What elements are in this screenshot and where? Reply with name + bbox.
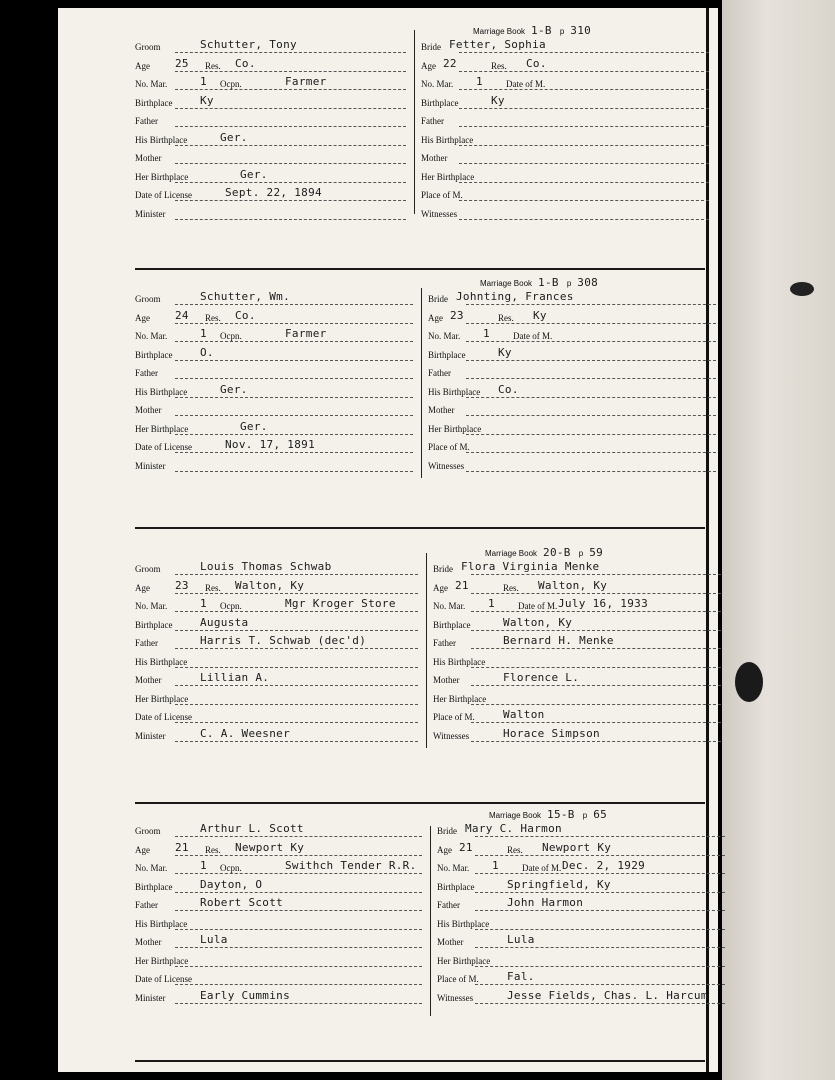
bride-date-of-m-label: Date of M.	[513, 331, 553, 341]
entry-rule	[175, 947, 422, 948]
entry-rule	[175, 836, 422, 837]
groom-birthplace-label: Birthplace	[135, 349, 173, 360]
marriage-book-number: 1-B	[538, 276, 559, 289]
bride-birthplace-value: Walton, Ky	[503, 615, 573, 629]
entry-rule	[175, 452, 413, 453]
entry-rule	[175, 145, 406, 146]
groom-birthplace-label: Birthplace	[135, 97, 173, 108]
groom-birthplace-value: Ky	[200, 93, 214, 107]
entry-rule	[175, 163, 406, 164]
record-separator	[135, 268, 705, 270]
groom-date-of-license-label: Date of License	[135, 974, 192, 984]
groom-birthplace-label: Birthplace	[135, 881, 173, 892]
bride-bride-label: Bride	[437, 826, 457, 836]
bride-witnesses-label: Witnesses	[433, 730, 470, 741]
bride-mother-label: Mother	[437, 937, 464, 947]
groom-ocpn-value: Swithch Tender R.R.	[285, 859, 417, 872]
groom-father-value: Robert Scott	[200, 896, 284, 909]
bride-name-value: Mary C. Harmon	[465, 822, 562, 835]
entry-rule	[175, 611, 418, 612]
bride-her-birthplace-label: Her Birthplace	[428, 423, 482, 434]
bride-father-label: Father	[428, 368, 451, 378]
entry-rule	[475, 984, 725, 985]
groom-age-value: 23	[175, 578, 189, 592]
groom-res-label: Res.	[205, 582, 221, 593]
entry-rule	[175, 89, 406, 90]
groom-name-value: Louis Thomas Schwab	[200, 560, 332, 573]
entry-rule	[175, 984, 422, 985]
groom-no-mar-label: No. Mar.	[135, 863, 168, 873]
bride-age-value: 23	[450, 308, 464, 322]
bride-mother-value: Florence L.	[503, 671, 580, 684]
page-number: 308	[577, 276, 599, 289]
bride-no-mar-value: 1	[476, 75, 483, 88]
page-label: p	[566, 279, 572, 288]
entry-rule	[471, 611, 721, 612]
groom-res-value: Walton, Ky	[235, 578, 305, 592]
bride-date-of-m-label: Date of M.	[518, 601, 558, 611]
groom-father-label: Father	[135, 368, 158, 378]
groom-his-birthplace-label: His Birthplace	[135, 134, 188, 145]
bride-age-label: Age	[437, 844, 452, 855]
groom-her-birthplace-label: Her Birthplace	[135, 955, 189, 966]
entry-rule	[475, 855, 725, 856]
bride-mother-label: Mother	[433, 675, 460, 685]
bride-no-mar-value: 1	[492, 859, 499, 872]
entry-rule	[175, 722, 418, 723]
entry-rule	[175, 360, 413, 361]
bride-bride-label: Bride	[421, 42, 441, 52]
bride-birthplace-label: Birthplace	[433, 619, 471, 630]
groom-no-mar-value: 1	[200, 75, 207, 88]
bride-date-of-m-value: Dec. 2, 1929	[562, 859, 646, 872]
bride-no-mar-label: No. Mar.	[437, 863, 470, 873]
groom-his-birthplace-label: His Birthplace	[135, 386, 188, 397]
groom-no-mar-value: 1	[200, 597, 207, 610]
groom-res-label: Res.	[205, 844, 221, 855]
entry-rule	[175, 200, 406, 201]
bride-age-label: Age	[428, 312, 443, 323]
groom-date-of-license-label: Date of License	[135, 190, 192, 200]
groom-mother-label: Mother	[135, 937, 162, 947]
groom-mother-label: Mother	[135, 405, 162, 415]
entry-rule	[175, 929, 422, 930]
bride-no-mar-label: No. Mar.	[433, 601, 466, 611]
groom-no-mar-label: No. Mar.	[135, 601, 168, 611]
bride-his-birthplace-label: His Birthplace	[433, 656, 486, 667]
bride-age-value: 21	[455, 578, 469, 592]
groom-res-value: Co.	[235, 308, 256, 322]
groom-father-label: Father	[135, 638, 158, 648]
groom-minister-label: Minister	[135, 992, 166, 1003]
bride-no-mar-value: 1	[488, 597, 495, 610]
column-divider	[430, 826, 431, 1016]
record-separator	[135, 1060, 705, 1062]
groom-mother-label: Mother	[135, 153, 162, 163]
entry-rule	[466, 304, 716, 305]
bride-res-label: Res.	[491, 60, 507, 71]
bride-no-mar-label: No. Mar.	[421, 79, 454, 89]
entry-rule	[459, 145, 709, 146]
groom-age-value: 25	[175, 56, 189, 70]
groom-his-birthplace-value: Ger.	[220, 130, 248, 144]
bride-witnesses-label: Witnesses	[437, 992, 474, 1003]
bride-witnesses-value: Horace Simpson	[503, 726, 600, 740]
ink-blot	[790, 282, 814, 296]
bride-res-value: Co.	[526, 56, 547, 70]
bride-her-birthplace-label: Her Birthplace	[437, 955, 491, 966]
bride-bride-label: Bride	[433, 564, 453, 574]
groom-ocpn-value: Farmer	[285, 327, 327, 340]
groom-groom-label: Groom	[135, 564, 161, 574]
groom-minister-value: C. A. Weesner	[200, 726, 290, 740]
groom-father-value: Harris T. Schwab (dec'd)	[200, 634, 367, 647]
entry-rule	[175, 397, 413, 398]
bride-place-of-m-label: Place of M.	[428, 442, 470, 452]
bride-res-label: Res.	[507, 844, 523, 855]
entry-rule	[175, 574, 418, 575]
entry-rule	[471, 704, 721, 705]
entry-rule	[175, 648, 418, 649]
entry-rule	[466, 471, 716, 472]
bride-witnesses-label: Witnesses	[428, 460, 465, 471]
entry-rule	[475, 836, 725, 837]
groom-mother-label: Mother	[135, 675, 162, 685]
entry-rule	[471, 741, 721, 742]
film-edge	[722, 0, 835, 1080]
groom-his-birthplace-value: Ger.	[220, 382, 248, 396]
bride-res-value: Newport Ky	[542, 840, 612, 854]
entry-rule	[475, 873, 725, 874]
groom-age-value: 21	[175, 840, 189, 854]
marriage-book-label: Marriage Book	[485, 549, 538, 558]
groom-birthplace-label: Birthplace	[135, 619, 173, 630]
groom-birthplace-value: O.	[200, 345, 214, 359]
entry-rule	[459, 71, 709, 72]
entry-rule	[466, 378, 716, 379]
bride-birthplace-label: Birthplace	[428, 349, 466, 360]
entry-rule	[459, 163, 709, 164]
bride-her-birthplace-label: Her Birthplace	[421, 171, 475, 182]
bride-place-of-m-label: Place of M.	[437, 974, 479, 984]
bride-no-mar-value: 1	[483, 327, 490, 340]
entry-rule	[175, 108, 406, 109]
bride-father-label: Father	[437, 900, 460, 910]
marriage-book-number: 1-B	[531, 24, 552, 37]
groom-minister-label: Minister	[135, 208, 166, 219]
bride-his-birthplace-label: His Birthplace	[428, 386, 481, 397]
entry-rule	[175, 593, 418, 594]
groom-age-label: Age	[135, 582, 150, 593]
bride-father-label: Father	[433, 638, 456, 648]
bride-no-mar-label: No. Mar.	[428, 331, 461, 341]
groom-birthplace-value: Dayton, O	[200, 877, 263, 891]
groom-res-value: Newport Ky	[235, 840, 305, 854]
bride-father-value: John Harmon	[507, 896, 584, 909]
column-divider	[414, 30, 415, 214]
page-label: p	[559, 27, 565, 36]
entry-rule	[175, 667, 418, 668]
bride-place-of-m-label: Place of M.	[421, 190, 463, 200]
entry-rule	[175, 630, 418, 631]
bride-birthplace-value: Ky	[498, 345, 512, 359]
bride-mother-label: Mother	[421, 153, 448, 163]
bride-bride-label: Bride	[428, 294, 448, 304]
groom-his-birthplace-label: His Birthplace	[135, 656, 188, 667]
groom-her-birthplace-label: Her Birthplace	[135, 693, 189, 704]
entry-rule	[175, 892, 422, 893]
groom-date-of-license-value: Nov. 17, 1891	[225, 438, 315, 451]
bride-res-label: Res.	[503, 582, 519, 593]
entry-rule	[466, 341, 716, 342]
bride-father-label: Father	[421, 116, 444, 126]
groom-minister-label: Minister	[135, 730, 166, 741]
entry-rule	[466, 452, 716, 453]
bride-witnesses-label: Witnesses	[421, 208, 458, 219]
column-divider	[421, 288, 422, 478]
groom-father-label: Father	[135, 900, 158, 910]
entry-rule	[459, 126, 709, 127]
marriage-book-header	[480, 276, 598, 289]
entry-rule	[175, 323, 413, 324]
entry-rule	[175, 873, 422, 874]
bride-date-of-m-label: Date of M.	[506, 79, 546, 89]
entry-rule	[175, 341, 413, 342]
bride-birthplace-label: Birthplace	[421, 97, 459, 108]
bride-place-of-m-value: Fal.	[507, 970, 535, 983]
entry-rule	[175, 182, 406, 183]
bride-res-value: Ky	[533, 308, 547, 322]
ink-blot	[735, 662, 763, 702]
groom-his-birthplace-label: His Birthplace	[135, 918, 188, 929]
page-edge	[706, 8, 709, 1072]
entry-rule	[459, 182, 709, 183]
entry-rule	[175, 71, 406, 72]
bride-his-birthplace-label: His Birthplace	[421, 134, 474, 145]
groom-ocpn-label: Ocpn.	[220, 863, 242, 873]
page-label: p	[578, 549, 584, 558]
column-divider	[426, 553, 427, 748]
page-number: 310	[570, 24, 592, 37]
entry-rule	[471, 722, 721, 723]
groom-name-value: Schutter, Wm.	[200, 290, 290, 303]
groom-minister-value: Early Cummins	[200, 988, 290, 1002]
bride-age-value: 22	[443, 56, 457, 70]
groom-ocpn-label: Ocpn.	[220, 331, 242, 341]
groom-ocpn-value: Farmer	[285, 75, 327, 88]
marriage-book-header	[473, 24, 591, 37]
bride-her-birthplace-label: Her Birthplace	[433, 693, 487, 704]
bride-date-of-m-label: Date of M.	[522, 863, 562, 873]
entry-rule	[175, 378, 413, 379]
marriage-book-label: Marriage Book	[489, 811, 542, 820]
groom-name-value: Arthur L. Scott	[200, 822, 304, 835]
bride-birthplace-label: Birthplace	[437, 881, 475, 892]
entry-rule	[175, 704, 418, 705]
entry-rule	[466, 434, 716, 435]
entry-rule	[471, 685, 721, 686]
groom-no-mar-value: 1	[200, 859, 207, 872]
groom-age-label: Age	[135, 844, 150, 855]
groom-mother-value: Lula	[200, 933, 228, 946]
groom-date-of-license-value: Sept. 22, 1894	[225, 186, 322, 199]
groom-groom-label: Groom	[135, 294, 161, 304]
entry-rule	[475, 929, 725, 930]
entry-rule	[475, 1003, 725, 1004]
entry-rule	[175, 304, 413, 305]
groom-res-label: Res.	[205, 60, 221, 71]
entry-rule	[475, 910, 725, 911]
entry-rule	[459, 200, 709, 201]
entry-rule	[175, 434, 413, 435]
groom-ocpn-label: Ocpn.	[220, 79, 242, 89]
groom-groom-label: Groom	[135, 42, 161, 52]
groom-age-label: Age	[135, 312, 150, 323]
groom-her-birthplace-value: Ger.	[240, 167, 268, 181]
groom-age-value: 24	[175, 308, 189, 322]
groom-res-value: Co.	[235, 56, 256, 70]
entry-rule	[471, 648, 721, 649]
entry-rule	[175, 219, 406, 220]
bride-birthplace-value: Springfield, Ky	[507, 877, 611, 891]
groom-date-of-license-label: Date of License	[135, 712, 192, 722]
groom-her-birthplace-value: Ger.	[240, 419, 268, 433]
entry-rule	[466, 323, 716, 324]
bride-age-label: Age	[433, 582, 448, 593]
entry-rule	[459, 108, 709, 109]
bride-name-value: Fetter, Sophia	[449, 38, 546, 51]
entry-rule	[475, 966, 725, 967]
entry-rule	[175, 126, 406, 127]
marriage-book-number: 20-B	[543, 546, 571, 559]
groom-no-mar-label: No. Mar.	[135, 79, 168, 89]
bride-age-label: Age	[421, 60, 436, 71]
entry-rule	[175, 910, 422, 911]
entry-rule	[466, 397, 716, 398]
entry-rule	[459, 52, 709, 53]
entry-rule	[175, 415, 413, 416]
bride-his-birthplace-value: Co.	[498, 382, 519, 396]
groom-date-of-license-label: Date of License	[135, 442, 192, 452]
entry-rule	[471, 593, 721, 594]
marriage-book-label: Marriage Book	[473, 27, 526, 36]
entry-rule	[459, 219, 709, 220]
bride-age-value: 21	[459, 840, 473, 854]
entry-rule	[175, 855, 422, 856]
entry-rule	[471, 574, 721, 575]
groom-ocpn-value: Mgr Kroger Store	[285, 597, 396, 610]
bride-mother-value: Lula	[507, 933, 535, 946]
entry-rule	[475, 892, 725, 893]
entry-rule	[471, 630, 721, 631]
entry-rule	[475, 947, 725, 948]
bride-his-birthplace-label: His Birthplace	[437, 918, 490, 929]
entry-rule	[175, 685, 418, 686]
bride-res-label: Res.	[498, 312, 514, 323]
bride-birthplace-value: Ky	[491, 93, 505, 107]
bride-name-value: Johnting, Frances	[456, 290, 574, 303]
bride-res-value: Walton, Ky	[538, 578, 608, 592]
groom-groom-label: Groom	[135, 826, 161, 836]
entry-rule	[471, 667, 721, 668]
record-separator	[135, 802, 705, 804]
bride-place-of-m-label: Place of M.	[433, 712, 475, 722]
marriage-book-header	[489, 808, 607, 821]
page-number: 65	[593, 808, 608, 821]
groom-minister-label: Minister	[135, 460, 166, 471]
groom-ocpn-label: Ocpn.	[220, 601, 242, 611]
entry-rule	[175, 52, 406, 53]
bride-father-value: Bernard H. Menke	[503, 634, 614, 647]
marriage-book-header	[485, 546, 603, 559]
marriage-book-number: 15-B	[547, 808, 575, 821]
groom-father-label: Father	[135, 116, 158, 126]
marriage-book-label: Marriage Book	[480, 279, 533, 288]
record-separator	[135, 527, 705, 529]
entry-rule	[175, 966, 422, 967]
groom-name-value: Schutter, Tony	[200, 38, 297, 51]
bride-date-of-m-value: July 16, 1933	[558, 597, 648, 610]
document-page	[58, 8, 718, 1072]
groom-birthplace-value: Augusta	[200, 615, 249, 629]
entry-rule	[175, 471, 413, 472]
entry-rule	[175, 1003, 422, 1004]
entry-rule	[466, 360, 716, 361]
entry-rule	[459, 89, 709, 90]
entry-rule	[466, 415, 716, 416]
page-label: p	[582, 811, 588, 820]
groom-age-label: Age	[135, 60, 150, 71]
page-number: 59	[589, 546, 604, 559]
groom-mother-value: Lillian A.	[200, 671, 270, 684]
groom-res-label: Res.	[205, 312, 221, 323]
groom-no-mar-value: 1	[200, 327, 207, 340]
entry-rule	[175, 741, 418, 742]
bride-name-value: Flora Virginia Menke	[461, 560, 600, 573]
groom-no-mar-label: No. Mar.	[135, 331, 168, 341]
groom-her-birthplace-label: Her Birthplace	[135, 171, 189, 182]
groom-her-birthplace-label: Her Birthplace	[135, 423, 189, 434]
bride-mother-label: Mother	[428, 405, 455, 415]
bride-place-of-m-value: Walton	[503, 708, 545, 721]
bride-witnesses-value: Jesse Fields, Chas. L. Harcum	[507, 988, 708, 1002]
